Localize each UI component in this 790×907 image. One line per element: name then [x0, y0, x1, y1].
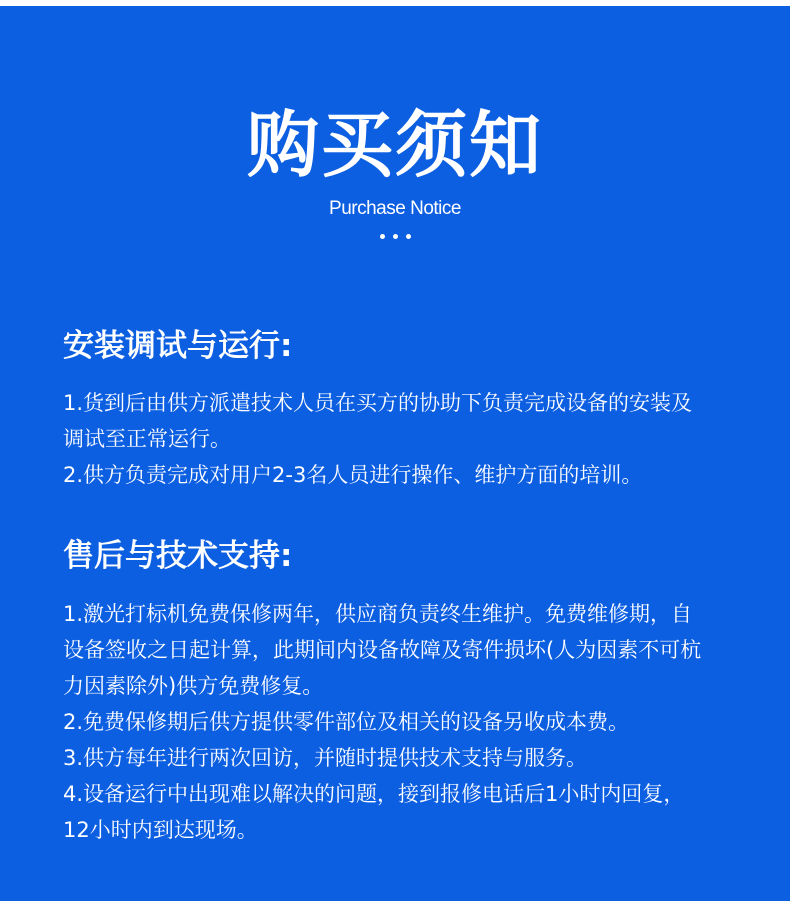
- text-line: 1.货到后由供方派遣技术人员在买方的协助下负责完成设备的安装及: [63, 391, 693, 415]
- purchase-notice-panel: [0, 6, 790, 901]
- text-line: 2.供方负责完成对用户2-3名人员进行操作、维护方面的培训。: [63, 463, 643, 487]
- text-line: 12小时内到达现场。: [63, 818, 258, 842]
- text-line: 2.免费保修期后供方提供零件部位及相关的设备另收成本费。: [63, 710, 630, 734]
- text-line: 设备签收之日起计算，此期间内设备故障及寄件损坏(人为因素不可杭: [63, 638, 702, 662]
- dot-icon: [393, 234, 398, 239]
- dot-icon: [380, 234, 385, 239]
- section-body-installation: [63, 385, 753, 493]
- text-line: 4.设备运行中出现难以解决的问题，接到报修电话后1小时内回复，: [63, 782, 685, 806]
- section-heading-after-sales: 售后与技术支持:: [63, 538, 293, 574]
- section-body-after-sales: [63, 596, 753, 848]
- text-line: 调试至正常运行。: [63, 427, 231, 451]
- text-line: 力因素除外)供方免费修复。: [63, 674, 324, 698]
- page-subtitle: Purchase Notice: [329, 198, 461, 219]
- page-title: 购买须知: [246, 103, 543, 187]
- dot-icon: [406, 234, 411, 239]
- section-heading-installation: 安装调试与运行:: [63, 328, 293, 364]
- divider-dots: [0, 234, 790, 239]
- text-line: 1.激光打标机免费保修两年，供应商负责终生维护。免费维修期，自: [63, 602, 693, 626]
- text-line: 3.供方每年进行两次回访，并随时提供技术支持与服务。: [63, 746, 588, 770]
